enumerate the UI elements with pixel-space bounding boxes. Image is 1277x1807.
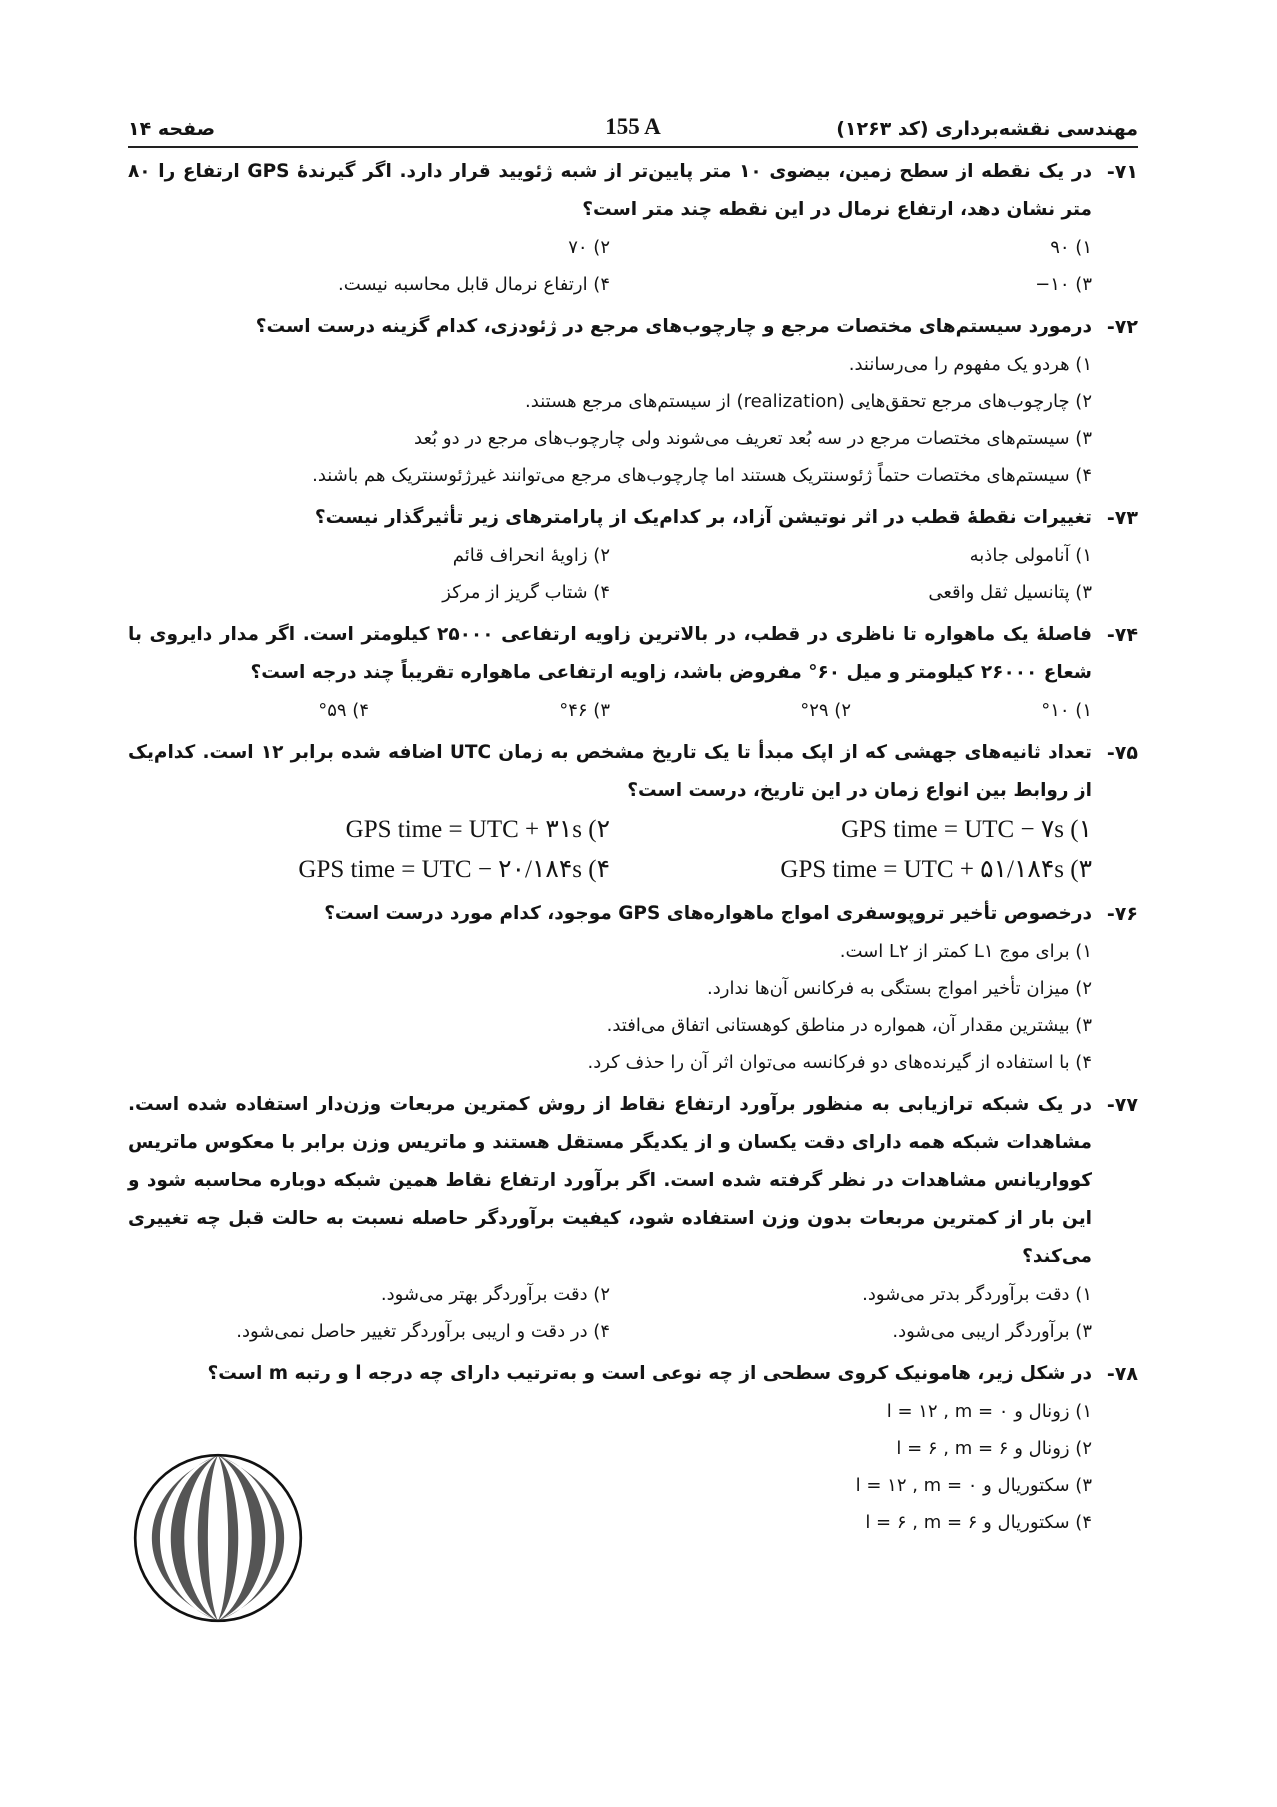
- question-text: درمورد سیستم‌های مختصات مرجع و چارچوب‌های مرجع در ژئودزی، کدام گزینه درست است؟: [255, 316, 1092, 337]
- option-1[interactable]: ۱) °۱۰: [1041, 700, 1092, 721]
- option-2[interactable]: ۲) میزان تأخیر امواج بستگی به فرکانس آن‌ها ندارد.: [707, 978, 1092, 999]
- question-number: ۷۱-: [1106, 161, 1138, 183]
- question-73: [128, 499, 1138, 611]
- question-number: ۷۲-: [1106, 316, 1138, 338]
- option-1[interactable]: ۱) هردو یک مفهوم را می‌رسانند.: [848, 354, 1092, 375]
- question-number: ۷۷-: [1106, 1094, 1138, 1116]
- option-4[interactable]: ۴) GPS time = UTC − ۲۰/۱۸۴s: [298, 856, 610, 883]
- options: [128, 229, 1092, 303]
- header-booklet-code: 155 A: [605, 114, 661, 139]
- question-number: ۷۳-: [1106, 507, 1138, 529]
- question-text: درخصوص تأخیر تروپوسفری امواج ماهواره‌های GPS موجود، کدام مورد درست است؟: [324, 903, 1092, 924]
- option-2[interactable]: ۲) زونال و l = ۶ , m = ۶: [896, 1438, 1092, 1459]
- question-text: فاصلهٔ یک ماهواره تا ناظری در قطب، در بالاترین زاویه ارتفاعی ۲۵۰۰۰ کیلومتر است. اگر مدار دایروی با شعاع ۲۶۰۰۰ کیلومتر و میل ۶۰° مفروض باشد، زاویه ارتفاعی ماهواره تقریباً چند درجه است؟: [128, 624, 1092, 683]
- option-1[interactable]: ۱) برای موج L۱ کمتر از L۲ است.: [839, 941, 1092, 962]
- option-1[interactable]: ۱) دقت برآوردگر بدتر می‌شود.: [862, 1284, 1092, 1305]
- option-3[interactable]: ۳) برآوردگر اریبی می‌شود.: [892, 1321, 1092, 1342]
- option-3[interactable]: ۳) سیستم‌های مختصات مرجع در سه بُعد تعریف می‌شوند ولی چارچوب‌های مرجع در دو بُعد: [414, 428, 1092, 449]
- option-4[interactable]: ۴) سکتوریال و l = ۶ , m = ۶: [865, 1512, 1092, 1533]
- option-2[interactable]: ۲) زاویهٔ انحراف قائم: [452, 545, 610, 566]
- question-number: ۷۵-: [1106, 742, 1138, 764]
- options: [128, 810, 1092, 890]
- question-number: ۷۸-: [1106, 1363, 1138, 1385]
- option-2[interactable]: ۲) چارچوب‌های مرجع تحقق‌هایی (realization) از سیستم‌های مرجع هستند.: [525, 391, 1092, 412]
- option-3[interactable]: ۳) سکتوریال و l = ۱۲ , m = ۰: [855, 1475, 1092, 1496]
- question-text: در یک شبکه ترازیابی به منظور برآورد ارتفاع نقاط از روش کمترین مربعات وزن‌دار استفاده شده است. مشاهدات شبکه همه دارای دقت یکسان و از یکدیگر مستقل هستند و ماتریس وزن برابر با معکوس ماتریس کوواریانس مشاهدات در نظر گرفته شده است. اگر برآورد ارتفاع نقاط همین شبکه دوباره محاسبه شود و این بار از کمترین مربعات بدون وزن استفاده شود، کیفیت برآوردگر حاصله نسبت به حالت قبل چه تغییری می‌کند؟: [128, 1094, 1092, 1267]
- option-1[interactable]: ۱) GPS time = UTC − ۷s: [841, 816, 1092, 843]
- header-page-number: صفحه ۱۴: [128, 118, 216, 140]
- options: [128, 692, 1092, 729]
- options: [732, 1393, 1092, 1541]
- option-1[interactable]: ۱) آنامولی جاذبه: [969, 545, 1092, 566]
- question-number: ۷۴-: [1106, 624, 1138, 646]
- exam-page: [128, 112, 1138, 1568]
- question-78-body: [128, 1393, 1092, 1568]
- question-72: [128, 308, 1138, 494]
- option-3[interactable]: ۳) پتانسیل ثقل واقعی: [928, 582, 1092, 603]
- question-76: [128, 895, 1138, 1081]
- option-4[interactable]: ۴) با استفاده از گیرنده‌های دو فرکانسه می‌توان اثر آن را حذف کرد.: [587, 1052, 1092, 1073]
- option-1[interactable]: ۱) زونال و l = ۱۲ , m = ۰: [886, 1401, 1092, 1422]
- option-4[interactable]: ۴) °۵۹: [318, 700, 369, 721]
- option-3[interactable]: ۳) °۴۶: [559, 700, 610, 721]
- header-course-title: مهندسی نقشه‌برداری (کد ۱۲۶۳): [836, 118, 1138, 140]
- option-3[interactable]: ۳) بیشترین مقدار آن، همواره در مناطق کوهستانی اتفاق می‌افتد.: [606, 1015, 1092, 1036]
- option-3[interactable]: ۳) GPS time = UTC + ۵۱/۱۸۴s: [780, 856, 1092, 883]
- options: [128, 346, 1092, 494]
- page-header: [128, 112, 1138, 148]
- options: [128, 537, 1092, 611]
- question-text: تغییرات نقطهٔ قطب در اثر نوتیشن آزاد، بر کدام‌یک از پارامترهای زیر تأثیرگذار نیست؟: [314, 507, 1092, 528]
- option-2[interactable]: ۲) دقت برآوردگر بهتر می‌شود.: [380, 1284, 610, 1305]
- option-2[interactable]: ۲) ۷۰: [568, 237, 610, 258]
- option-4[interactable]: ۴) شتاب گریز از مرکز: [442, 582, 610, 603]
- question-78: [128, 1355, 1138, 1568]
- question-number: ۷۶-: [1106, 903, 1138, 925]
- question-text: در شکل زیر، هامونیک کروی سطحی از چه نوعی است و به‌ترتیب دارای چه درجه l و رتبه m است؟: [207, 1363, 1092, 1384]
- option-4[interactable]: ۴) در دقت و اریبی برآوردگر تغییر حاصل نمی‌شود.: [236, 1321, 610, 1342]
- option-2[interactable]: ۲) °۲۹: [800, 700, 851, 721]
- question-75: [128, 734, 1138, 890]
- option-1[interactable]: ۱) ۹۰: [1050, 237, 1092, 258]
- option-3[interactable]: ۳) ۱۰−: [1035, 274, 1092, 295]
- question-77: [128, 1086, 1138, 1350]
- option-4[interactable]: ۴) سیستم‌های مختصات حتماً ژئوسنتریک هستند اما چارچوب‌های مرجع می‌توانند غیرژئوسنتریک هم باشند.: [312, 465, 1092, 486]
- options: [128, 933, 1092, 1081]
- options: [128, 1276, 1092, 1350]
- question-71: [128, 153, 1138, 303]
- question-text: در یک نقطه از سطح زمین، بیضوی ۱۰ متر پایین‌تر از شبه ژئویید قرار دارد. اگر گیرندهٔ GPS ارتفاع را ۸۰ متر نشان دهد، ارتفاع نرمال در این نقطه چند متر است؟: [128, 161, 1092, 220]
- option-4[interactable]: ۴) ارتفاع نرمال قابل محاسبه نیست.: [337, 274, 610, 295]
- spherical-harmonic-figure: [128, 1448, 308, 1628]
- question-74: [128, 616, 1138, 729]
- option-2[interactable]: ۲) GPS time = UTC + ۳۱s: [345, 816, 610, 843]
- question-text: تعداد ثانیه‌های جهشی که از اپک مبدأ تا یک تاریخ مشخص به زمان UTC اضافه شده برابر ۱۲ است. کدام‌یک از روابط بین انواع زمان در این تاریخ، درست است؟: [128, 742, 1092, 801]
